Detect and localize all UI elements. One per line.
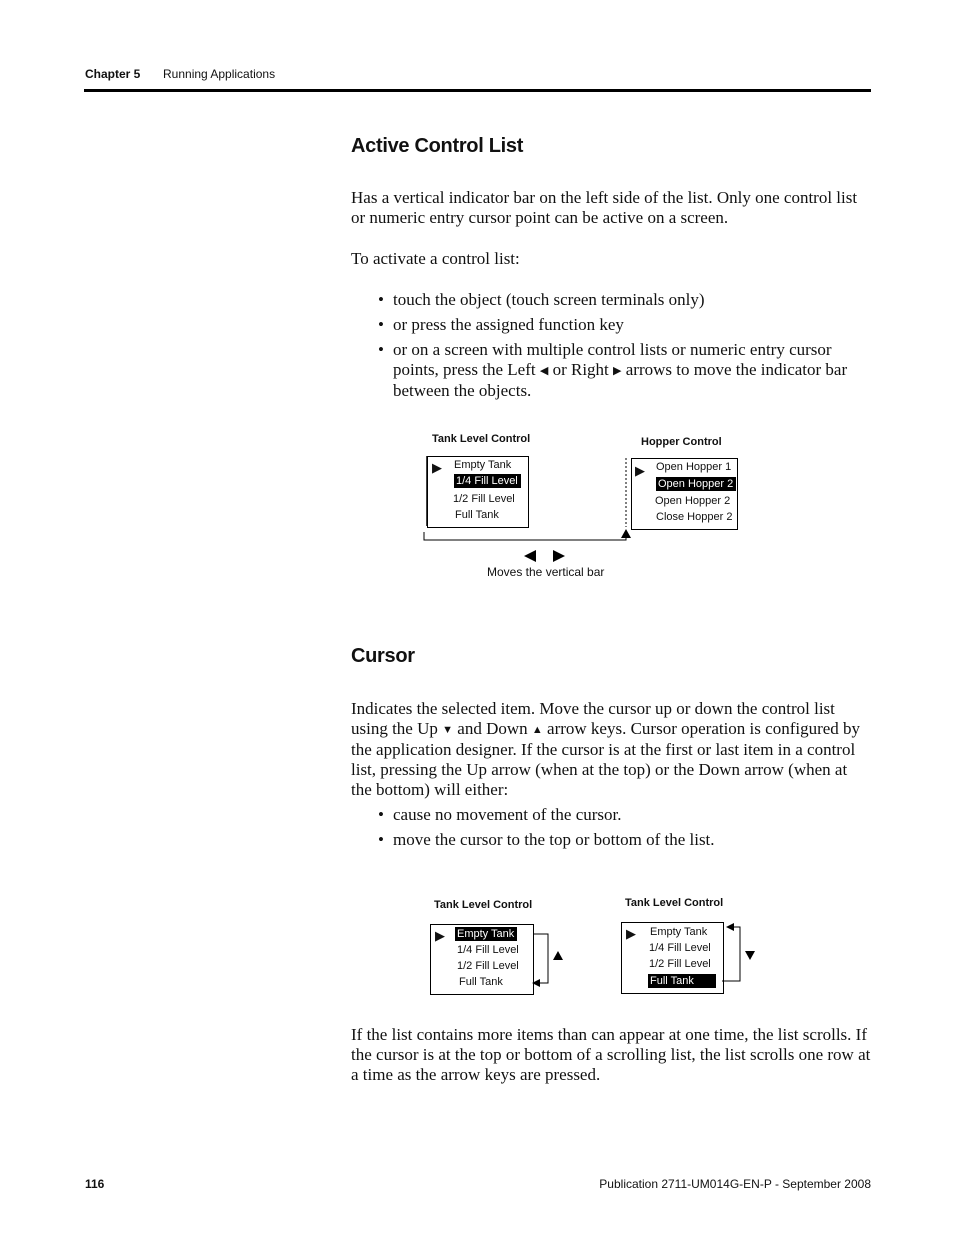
paragraph-active-intro: Has a vertical indicator bar on the left side of the list. Only one control list or numeric entry cursor point can be active on a screen. bbox=[351, 188, 858, 227]
list-item: Full Tank bbox=[455, 509, 499, 521]
bullet-text: move the cursor to the top or bottom of the list. bbox=[393, 830, 715, 849]
list-item-selected: Full Tank bbox=[648, 974, 716, 988]
up-arrow-icon bbox=[553, 951, 563, 960]
vertical-bar-move-diagram bbox=[415, 450, 655, 575]
diagram2-right-title: Tank Level Control bbox=[625, 897, 724, 909]
bullet-text: or press the assigned function key bbox=[393, 315, 624, 334]
bullet-text: touch the object (touch screen terminals only) bbox=[393, 290, 705, 309]
publication-info: Publication 2711-UM014G-EN-P - September 2008 bbox=[599, 1177, 871, 1191]
wrap-path-right bbox=[722, 927, 740, 981]
paragraph-text: arrow keys. Cursor operation is configured by the application designer. If the cursor is at the first or last item in a control list, pressing the Up arrow (when at the top) or the Down arrow (when at the bottom) will either: bbox=[351, 719, 861, 799]
paragraph-scrolling: If the list contains more items than can appear at one time, the list scrolls. If the cursor is at the top or bottom of a scrolling list, the list scrolls one row at a time as the arrow keys are pressed. bbox=[351, 1025, 871, 1084]
cursor-pointer-icon: ▶ bbox=[626, 926, 636, 941]
bullet-item bbox=[378, 290, 873, 310]
list-item-selected: 1/4 Fill Level bbox=[454, 474, 521, 488]
right-arrow-icon: ▶ bbox=[613, 365, 622, 377]
list-item: Empty Tank bbox=[454, 459, 512, 471]
bullet-item bbox=[378, 315, 873, 335]
list-item: 1/2 Fill Level bbox=[453, 493, 515, 505]
diagram1-left-title: Tank Level Control bbox=[432, 433, 531, 445]
right-arrow-icon bbox=[553, 550, 565, 562]
cursor-bullet-list bbox=[378, 805, 873, 855]
down-arrow-icon: ▼ bbox=[442, 724, 454, 736]
diagram1-caption: Moves the vertical bar bbox=[487, 565, 605, 579]
chapter-label: Chapter 5 bbox=[85, 67, 141, 81]
move-bracket bbox=[424, 532, 626, 540]
bullet-text: arrows to move the indicator bar between the objects. bbox=[393, 360, 848, 400]
chapter-title: Running Applications bbox=[163, 67, 276, 81]
wrap-path-left bbox=[533, 934, 548, 983]
left-arrow-icon bbox=[726, 923, 734, 931]
list-item: Close Hopper 2 bbox=[656, 511, 733, 523]
list-item: 1/2 Fill Level bbox=[457, 960, 519, 972]
up-arrow-icon bbox=[621, 529, 631, 538]
cursor-wrap-diagram bbox=[420, 915, 765, 1000]
diagram1-right-title: Hopper Control bbox=[641, 436, 722, 448]
list-item-selected: Open Hopper 2 bbox=[656, 477, 736, 491]
list-item: 1/4 Fill Level bbox=[457, 944, 519, 956]
page-number: 116 bbox=[85, 1177, 105, 1191]
paragraph-text: and Down bbox=[457, 719, 528, 738]
cursor-pointer-icon: ▶ bbox=[435, 928, 445, 943]
list-item: Empty Tank bbox=[650, 926, 708, 938]
bullet-text: or on a screen with multiple control lists or numeric entry cursor points, press the Left bbox=[393, 340, 832, 379]
list-item: Full Tank bbox=[459, 976, 503, 988]
down-arrow-icon bbox=[745, 951, 755, 960]
bullet-item bbox=[378, 830, 873, 850]
paragraph-cursor-intro bbox=[351, 699, 871, 800]
bullet-item bbox=[378, 805, 873, 825]
list-item: Open Hopper 1 bbox=[656, 461, 732, 473]
cursor-pointer-icon: ▶ bbox=[432, 460, 442, 475]
bullet-item bbox=[378, 340, 873, 401]
paragraph-text: Indicates the selected item. Move the cursor up or down the control list using the Up bbox=[351, 699, 835, 738]
paragraph-activate-lead: To activate a control list: bbox=[351, 249, 520, 268]
list-item-selected: Empty Tank bbox=[455, 927, 517, 941]
header-rule bbox=[84, 89, 871, 92]
bullet-text: cause no movement of the cursor. bbox=[393, 805, 622, 824]
list-item: Open Hopper 2 bbox=[655, 495, 731, 507]
up-arrow-icon: ▲ bbox=[531, 724, 543, 736]
cursor-pointer-icon: ▶ bbox=[635, 463, 645, 478]
bullet-text: or Right bbox=[552, 360, 609, 379]
list-item: 1/4 Fill Level bbox=[649, 942, 711, 954]
left-arrow-icon bbox=[524, 550, 536, 562]
left-arrow-icon: ◀ bbox=[539, 365, 549, 377]
activate-bullet-list bbox=[378, 290, 873, 406]
left-arrow-icon bbox=[532, 979, 540, 987]
heading-cursor: Cursor bbox=[351, 645, 415, 667]
list-item: 1/2 Fill Level bbox=[649, 958, 711, 970]
heading-active-control-list: Active Control List bbox=[351, 135, 524, 157]
diagram2-left-title: Tank Level Control bbox=[434, 899, 533, 911]
